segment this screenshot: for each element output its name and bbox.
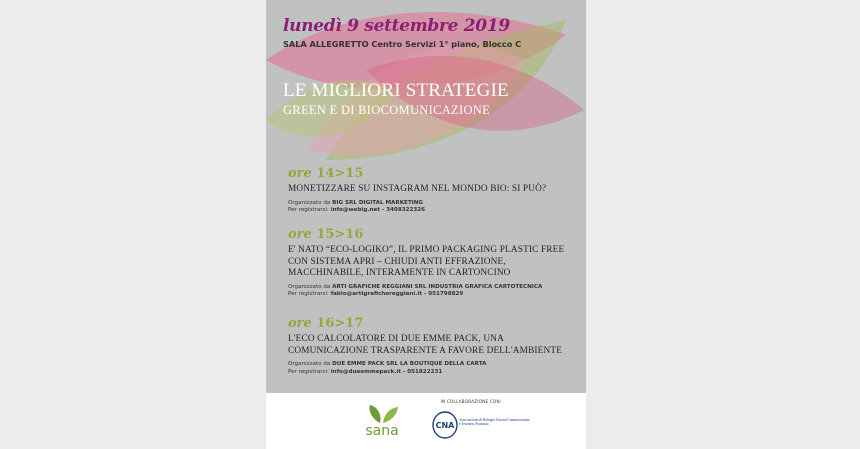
registration-contact[interactable]: info@webig.net - 3408322326 bbox=[330, 207, 426, 214]
organizer-prefix: Organizzato da bbox=[288, 361, 331, 368]
event-poster bbox=[266, 0, 586, 449]
registration-contact[interactable]: fabio@artigrafichereggiani.it - 051798829 bbox=[330, 291, 464, 298]
session-time-prefix: ore bbox=[288, 166, 312, 181]
session-time bbox=[288, 227, 578, 242]
session-time-prefix: ore bbox=[288, 316, 312, 331]
session-time-range: 16>17 bbox=[316, 316, 364, 331]
session-time-range: 14>15 bbox=[316, 166, 364, 181]
organizer-name: DUE EMME PACK SRL LA BOUTIQUE DELLA CARTA bbox=[332, 361, 487, 368]
cna-description: Associazione di Bologna Unione Comunicazione e Terziario Avanzato bbox=[459, 418, 530, 427]
organizer-name: ARTI GRAFICHE REGGIANI SRL INDUSTRIA GRAFICA CARTOTECNICA bbox=[332, 283, 543, 290]
event-venue: SALA ALLEGRETTO Centro Servizi 1° piano, Blocco C bbox=[283, 39, 522, 49]
registration-prefix: Per registrarsi: bbox=[288, 368, 329, 375]
registration-prefix: Per registrarsi: bbox=[288, 207, 329, 214]
session-item bbox=[288, 227, 578, 299]
session-item bbox=[288, 316, 578, 376]
cna-logo bbox=[431, 409, 531, 445]
event-date: lunedì 9 settembre 2019 bbox=[283, 16, 510, 36]
sponsor-footer bbox=[266, 393, 586, 449]
session-talk-title: L'ECO CALCOLATORE DI DUE EMME PACK, UNA COMUNICAZIONE TRASPARENTE A FAVORE DELL'AMBIENTE bbox=[288, 334, 563, 356]
sprout-icon bbox=[352, 401, 412, 425]
session-time-prefix: ore bbox=[288, 227, 312, 242]
registration-prefix: Per registrarsi: bbox=[288, 291, 329, 298]
session-time bbox=[288, 166, 578, 181]
organizer-prefix: Organizzato da bbox=[288, 283, 331, 290]
registration-contact[interactable]: info@dueemmepack.it - 051822231 bbox=[330, 368, 443, 375]
sana-logo bbox=[352, 401, 412, 443]
session-organizer bbox=[288, 284, 578, 292]
session-item bbox=[288, 166, 578, 215]
sana-logo-text: sana bbox=[365, 423, 399, 439]
session-talk-title: E' NATO “ECO-LOGIKO”, IL PRIMO PACKAGING PLASTIC FREE CON SISTEMA APRI – CHIUDI ANTI EFFRAZIONE, MACCHINABILE, INTERAMENTE IN CARTONCINO bbox=[288, 245, 565, 279]
event-subtitle: GREEN E DI BIOCOMUNICAZIONE bbox=[283, 103, 491, 117]
collaboration-label: IN COLLABORAZIONE CON: bbox=[440, 399, 502, 404]
session-time-range: 15>16 bbox=[316, 227, 364, 242]
session-registration bbox=[288, 291, 578, 299]
session-registration bbox=[288, 369, 578, 377]
session-talk-title: MONETIZZARE SU INSTAGRAM NEL MONDO BIO: SI PUÒ? bbox=[288, 184, 547, 194]
organizer-prefix: Organizzato da bbox=[288, 199, 331, 206]
event-title: LE MIGLIORI STRATEGIE bbox=[283, 80, 509, 101]
session-registration bbox=[288, 207, 578, 215]
session-organizer bbox=[288, 200, 578, 208]
organizer-name: BIG SRL DIGITAL MARKETING bbox=[332, 199, 424, 206]
session-time bbox=[288, 316, 578, 331]
cna-emblem-text: CNA bbox=[435, 421, 455, 430]
cna-emblem-icon bbox=[431, 409, 459, 441]
session-organizer bbox=[288, 361, 578, 369]
